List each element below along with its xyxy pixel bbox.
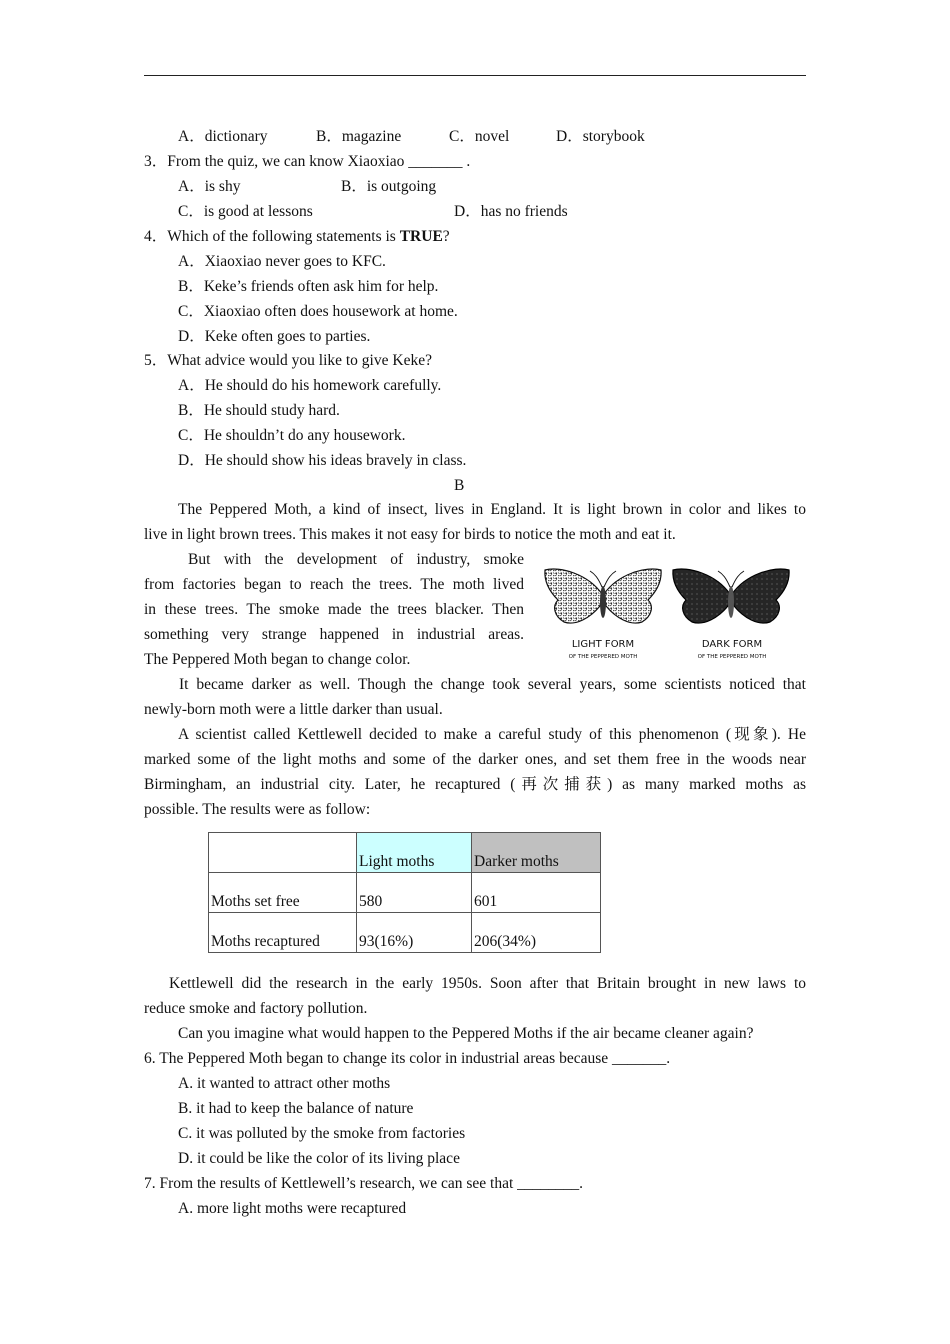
dark-form-sublabel: OF THE PEPPERED MOTH xyxy=(697,654,767,660)
para4-line1: A scientist called Kettlewell decided to make a careful study of this phenomenon (现象). He xyxy=(178,726,806,743)
q3-option-c: C．is good at lessons xyxy=(178,203,313,220)
q7-option-a: A. more light moths were recaptured xyxy=(178,1200,407,1217)
para4-line2: marked some of the light moths and some of the darker ones, and set them free in the woods near xyxy=(144,751,806,768)
light-moth-icon xyxy=(545,569,661,623)
peppered-moth-figure xyxy=(540,562,796,664)
q3-option-a: A．is shy xyxy=(178,178,241,195)
table-cell: 93(16%) xyxy=(357,913,472,953)
para4-line3: Birmingham, an industrial city. Later, he recaptured (再次捕获) as many marked moths as xyxy=(144,776,806,793)
q5-option-d: D．He should show his ideas bravely in class. xyxy=(178,452,467,469)
q4-stem xyxy=(144,227,450,247)
q6-option-b: B. it had to keep the balance of nature xyxy=(178,1100,414,1117)
table-cell: 206(34%) xyxy=(472,913,601,953)
q4-option-a: A．Xiaoxiao never goes to KFC. xyxy=(178,253,386,270)
header-rule xyxy=(144,75,806,76)
table-cell: 601 xyxy=(472,873,601,913)
light-form-sublabel: OF THE PEPPERED MOTH xyxy=(568,654,638,660)
q4-option-b: B．Keke’s friends often ask him for help. xyxy=(178,278,439,295)
para6: Can you imagine what would happen to the Peppered Moths if the air became cleaner again? xyxy=(178,1025,754,1042)
light-form-label: LIGHT FORM xyxy=(571,639,635,650)
q4-option-d: D．Keke often goes to parties. xyxy=(178,328,371,345)
table-row xyxy=(209,913,601,953)
table-cell: Moths recaptured xyxy=(209,913,357,953)
q7-stem: 7. From the results of Kettlewell’s research, we can see that ________. xyxy=(144,1175,584,1192)
q4-stem-post: ? xyxy=(442,228,450,245)
q2-option-b: B．magazine xyxy=(316,128,402,145)
table-row xyxy=(209,873,601,913)
para1-line1: The Peppered Moth, a kind of insect, lives in England. It is light brown in color and likes to xyxy=(178,501,806,518)
q2-option-a: A．dictionary xyxy=(178,128,268,145)
para2-line2: from factories began to reach the trees. The moth lived xyxy=(144,576,524,593)
para5-line2: reduce smoke and factory pollution. xyxy=(144,1000,368,1017)
q6-stem: 6. The Peppered Moth began to change its color in industrial areas because _______. xyxy=(144,1050,671,1067)
q4-stem-bold: TRUE xyxy=(399,228,443,245)
para5-line1: Kettlewell did the research in the early 1950s. Soon after that Britain brought in new laws to xyxy=(169,975,806,992)
q3-stem: 3．From the quiz, we can know Xiaoxiao _______ . xyxy=(144,153,471,170)
para2-line3: in these trees. The smoke made the trees blacker. Then xyxy=(144,601,524,618)
q5-option-b: B．He should study hard. xyxy=(178,402,340,419)
table-header-dark: Darker moths xyxy=(472,833,601,873)
table-header-row xyxy=(209,833,601,873)
para3-line1: It became darker as well. Though the change took several years, some scientists noticed that xyxy=(179,676,806,693)
q3-option-b: B．is outgoing xyxy=(341,178,437,195)
para1-line2: live in light brown trees. This makes it not easy for birds to notice the moth and eat it. xyxy=(144,526,676,543)
q3-option-d: D．has no friends xyxy=(454,203,568,220)
para2-line1: But with the development of industry, smoke xyxy=(188,551,524,568)
q6-option-d: D. it could be like the color of its living place xyxy=(178,1150,460,1167)
table-header-empty xyxy=(209,833,357,873)
dark-form-label: DARK FORM xyxy=(701,639,763,650)
q2-option-d: D．storybook xyxy=(556,128,645,145)
q5-option-c: C．He shouldn’t do any housework. xyxy=(178,427,406,444)
q5-stem: 5．What advice would you like to give Keke? xyxy=(144,352,432,369)
q4-option-c: C．Xiaoxiao often does housework at home. xyxy=(178,303,458,320)
table-header-light: Light moths xyxy=(357,833,472,873)
para2-line5: The Peppered Moth began to change color. xyxy=(144,651,411,668)
table-cell: Moths set free xyxy=(209,873,357,913)
q6-option-a: A. it wanted to attract other moths xyxy=(178,1075,391,1092)
q6-option-c: C. it was polluted by the smoke from factories xyxy=(178,1125,466,1142)
q2-option-c: C．novel xyxy=(449,128,510,145)
q4-stem-pre: 4．Which of the following statements is xyxy=(144,228,400,245)
section-b-heading: B xyxy=(454,477,465,494)
para3-line2: newly-born moth were a little darker than usual. xyxy=(144,701,443,718)
para4-line4: possible. The results were as follow: xyxy=(144,801,371,818)
para2-line4: something very strange happened in industrial areas. xyxy=(144,626,524,643)
results-table xyxy=(208,832,601,953)
table-cell: 580 xyxy=(357,873,472,913)
dark-moth-icon xyxy=(673,569,789,623)
q5-option-a: A．He should do his homework carefully. xyxy=(178,377,442,394)
